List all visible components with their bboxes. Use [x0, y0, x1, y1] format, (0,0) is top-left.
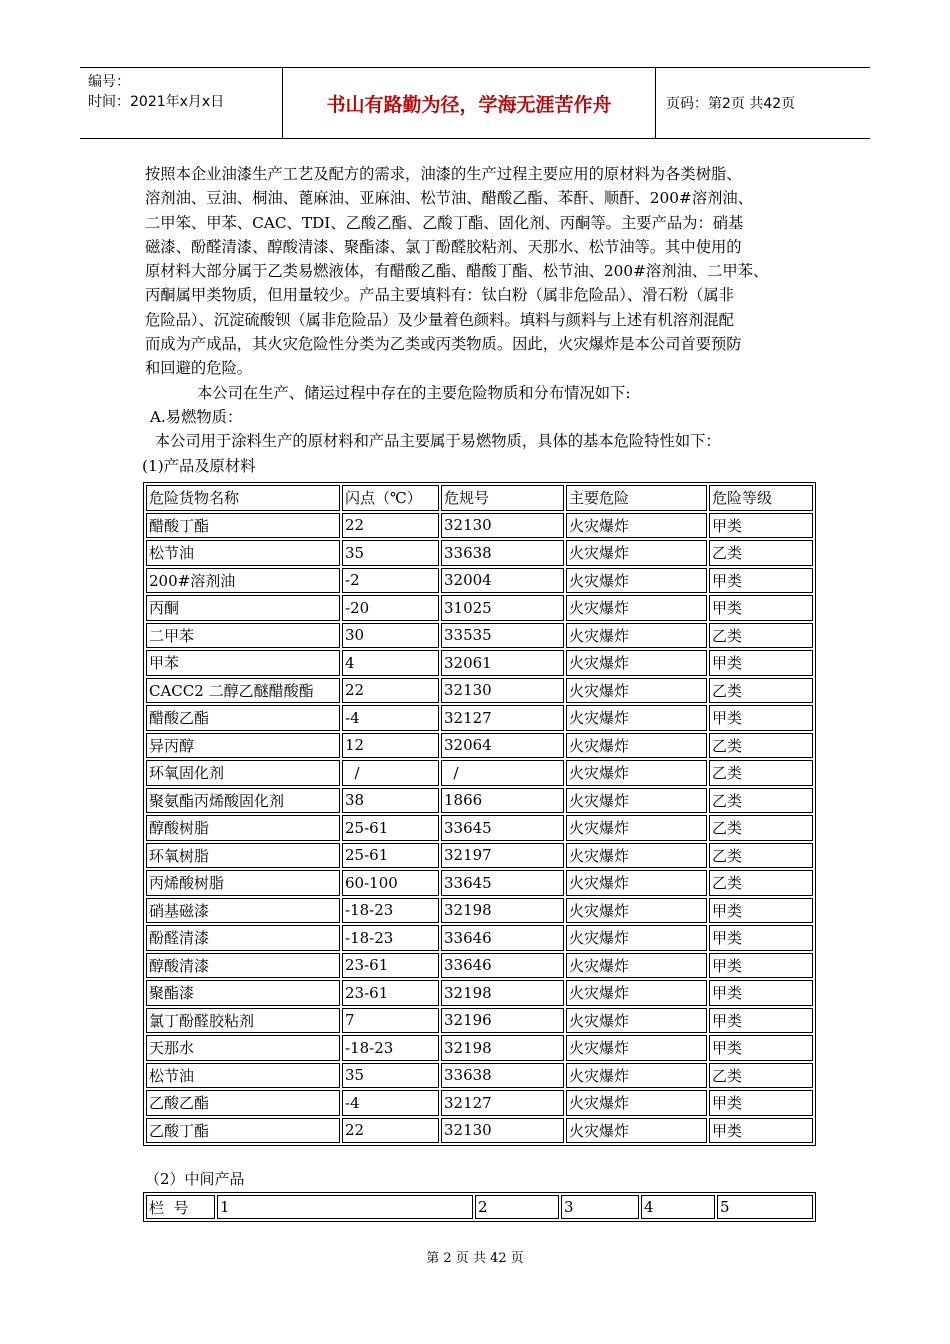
cell-hazard: 火灾爆炸 [566, 953, 707, 979]
header-page-info: 页码：第2页 共42页 [666, 96, 796, 112]
cell-flash-point: 35 [342, 540, 439, 566]
header-hazard: 主要危险 [566, 485, 707, 511]
cell-name: 硝基磁漆 [146, 898, 340, 924]
body-line: 磁漆、酚醛清漆、醇酸清漆、聚酯漆、氯丁酚醛胶粘剂、天那水、松节油等。其中使用的 [145, 237, 742, 256]
cell-hazard: 火灾爆炸 [566, 623, 707, 649]
table-row [146, 788, 813, 814]
table-row [146, 623, 813, 649]
cell-level: 甲类 [709, 1035, 813, 1061]
cell-hazard: 火灾爆炸 [566, 898, 707, 924]
body-line: 而成为产成品，其火灾危险性分类为乙类或丙类物质。因此，火灾爆炸是本公司首要预防 [145, 335, 742, 354]
header-motto: 书山有路勤为径，学海无涯苦作舟 [282, 68, 656, 138]
header-level: 危险等级 [709, 485, 813, 511]
cell-hazard: 火灾爆炸 [566, 1090, 707, 1116]
cell-level: 乙类 [709, 815, 813, 841]
table-row [146, 870, 813, 896]
cell-code: 32198 [441, 1035, 564, 1061]
cell-flash-point: -2 [342, 568, 439, 594]
section-1-heading: (1)产品及原材料 [142, 456, 256, 475]
cell-hazard: 火灾爆炸 [566, 870, 707, 896]
cell-name: 环氧树脂 [146, 843, 340, 869]
table-row [146, 568, 813, 594]
table-cell: 栏 号 [146, 1195, 215, 1219]
header-code: 危规号 [441, 485, 564, 511]
cell-hazard: 火灾爆炸 [566, 733, 707, 759]
cell-code: 32198 [441, 980, 564, 1006]
table-row [146, 1063, 813, 1089]
table-row [146, 513, 813, 539]
table-cell: 1 [217, 1195, 473, 1219]
cell-code: 33535 [441, 623, 564, 649]
table-cell: 3 [561, 1195, 639, 1219]
cell-level: 甲类 [709, 1118, 813, 1144]
section-2-heading: （2）中间产品 [145, 1170, 245, 1188]
cell-code: 31025 [441, 595, 564, 621]
cell-level: 甲类 [709, 1090, 813, 1116]
cell-flash-point: 22 [342, 513, 439, 539]
table-body [146, 513, 813, 1144]
cell-level: 乙类 [709, 1063, 813, 1089]
cell-code: 33645 [441, 870, 564, 896]
cell-flash-point: 30 [342, 623, 439, 649]
cell-name: 丙酮 [146, 595, 340, 621]
section-a-description: 本公司用于涂料生产的原材料和产品主要属于易燃物质，具体的基本危险特性如下： [145, 432, 721, 451]
distribution-paragraph: 本公司在生产、储运过程中存在的主要危险物质和分布情况如下: [197, 383, 631, 402]
cell-name: 氯丁酚醛胶粘剂 [146, 1008, 340, 1034]
header-flash-point: 闪点（℃） [342, 485, 439, 511]
cell-flash-point: 22 [342, 678, 439, 704]
table-header-row [146, 485, 813, 511]
cell-code: 32196 [441, 1008, 564, 1034]
cell-flash-point: -18-23 [342, 925, 439, 951]
cell-flash-point: -20 [342, 595, 439, 621]
body-line: 原材料大部分属于乙类易燃液体，有醋酸乙酯、醋酸丁酯、松节油、200#溶剂油、二甲苯、 [145, 262, 769, 281]
cell-name: 酚醛清漆 [146, 925, 340, 951]
table-row [146, 1195, 813, 1219]
cell-level: 甲类 [709, 925, 813, 951]
cell-level: 乙类 [709, 843, 813, 869]
page-header [80, 67, 870, 139]
table-row [146, 898, 813, 924]
body-line: 溶剂油、豆油、桐油、蓖麻油、亚麻油、松节油、醋酸乙酯、苯酐、顺酐、200#溶剂油、 [145, 189, 754, 208]
cell-flash-point: 25-61 [342, 843, 439, 869]
cell-name: 甲苯 [146, 650, 340, 676]
cell-flash-point: / [342, 760, 439, 786]
header-time: 时间：2021年x月x日 [88, 94, 225, 110]
cell-flash-point: -4 [342, 705, 439, 731]
cell-hazard: 火灾爆炸 [566, 1063, 707, 1089]
header-number: 编号： [88, 74, 130, 90]
cell-flash-point: 25-61 [342, 815, 439, 841]
table-row [146, 678, 813, 704]
cell-hazard: 火灾爆炸 [566, 568, 707, 594]
cell-name: 二甲苯 [146, 623, 340, 649]
cell-hazard: 火灾爆炸 [566, 815, 707, 841]
cell-flash-point: 23-61 [342, 953, 439, 979]
table-row [146, 760, 813, 786]
cell-flash-point: 35 [342, 1063, 439, 1089]
cell-hazard: 火灾爆炸 [566, 1035, 707, 1061]
cell-code: 33645 [441, 815, 564, 841]
cell-code: 32061 [441, 650, 564, 676]
cell-hazard: 火灾爆炸 [566, 678, 707, 704]
cell-name: 异丙醇 [146, 733, 340, 759]
body-line: 和回避的危险。 [145, 359, 253, 378]
cell-code: 33646 [441, 925, 564, 951]
cell-name: 醇酸清漆 [146, 953, 340, 979]
body-line: 丙酮属甲类物质，但用量较少。产品主要填料有：钛白粉（属非危险品）、滑石粉（属非 [145, 286, 734, 305]
cell-hazard: 火灾爆炸 [566, 540, 707, 566]
cell-name: CACC2 二醇乙醚醋酸酯 [146, 678, 340, 704]
cell-level: 乙类 [709, 870, 813, 896]
cell-hazard: 火灾爆炸 [566, 760, 707, 786]
table-cell: 4 [641, 1195, 715, 1219]
cell-level: 乙类 [709, 788, 813, 814]
cell-name: 乙酸乙酯 [146, 1090, 340, 1116]
cell-level: 甲类 [709, 705, 813, 731]
cell-level: 甲类 [709, 1008, 813, 1034]
cell-code: 33638 [441, 540, 564, 566]
cell-level: 甲类 [709, 650, 813, 676]
cell-hazard: 火灾爆炸 [566, 925, 707, 951]
cell-hazard: 火灾爆炸 [566, 595, 707, 621]
cell-name: 聚氨酯丙烯酸固化剂 [146, 788, 340, 814]
cell-hazard: 火灾爆炸 [566, 1118, 707, 1144]
cell-name: 200#溶剂油 [146, 568, 340, 594]
cell-level: 乙类 [709, 678, 813, 704]
table-row [146, 843, 813, 869]
table-row [146, 953, 813, 979]
cell-level: 乙类 [709, 540, 813, 566]
body-line: 危险品）、沉淀硫酸钡（属非危险品）及少量着色颜料。填料与颜料与上述有机溶剂混配 [145, 310, 734, 329]
cell-flash-point: -18-23 [342, 898, 439, 924]
cell-name: 天那水 [146, 1035, 340, 1061]
cell-code: 32197 [441, 843, 564, 869]
cell-level: 甲类 [709, 953, 813, 979]
cell-code: 33646 [441, 953, 564, 979]
table-row [146, 1008, 813, 1034]
cell-code: 33638 [441, 1063, 564, 1089]
cell-flash-point: 7 [342, 1008, 439, 1034]
cell-level: 甲类 [709, 595, 813, 621]
cell-name: 醋酸丁酯 [146, 513, 340, 539]
intermediate-table [143, 1192, 816, 1222]
cell-code: 32130 [441, 678, 564, 704]
cell-code: 32004 [441, 568, 564, 594]
cell-hazard: 火灾爆炸 [566, 705, 707, 731]
cell-code: 32127 [441, 705, 564, 731]
cell-level: 甲类 [709, 513, 813, 539]
table-row [146, 595, 813, 621]
cell-name: 丙烯酸树脂 [146, 870, 340, 896]
table-row [146, 650, 813, 676]
header-name: 危险货物名称 [146, 485, 340, 511]
cell-flash-point: -18-23 [342, 1035, 439, 1061]
cell-name: 乙酸丁酯 [146, 1118, 340, 1144]
table-row [146, 815, 813, 841]
cell-code: 32130 [441, 513, 564, 539]
intro-paragraph [145, 162, 825, 381]
table-cell: 5 [717, 1195, 813, 1219]
document-body [142, 162, 825, 478]
cell-level: 甲类 [709, 898, 813, 924]
cell-name: 聚酯漆 [146, 980, 340, 1006]
cell-hazard: 火灾爆炸 [566, 1008, 707, 1034]
cell-flash-point: -4 [342, 1090, 439, 1116]
body-line: 二甲笨、甲苯、CAC、TDI、乙酸乙酯、乙酸丁酯、固化剂、丙酮等。主要产品为：硝基 [145, 213, 744, 232]
cell-level: 乙类 [709, 760, 813, 786]
cell-level: 甲类 [709, 980, 813, 1006]
cell-hazard: 火灾爆炸 [566, 650, 707, 676]
body-line: 按照本企业油漆生产工艺及配方的需求，油漆的生产过程主要应用的原材料为各类树脂、 [145, 165, 742, 183]
cell-level: 乙类 [709, 733, 813, 759]
cell-code: 32198 [441, 898, 564, 924]
page-footer: 第 2 页 共 42 页 [426, 1251, 524, 1266]
hazard-table [143, 482, 816, 1146]
table-row [146, 1035, 813, 1061]
cell-name: 松节油 [146, 540, 340, 566]
cell-code: / [441, 760, 564, 786]
table-row [146, 925, 813, 951]
cell-flash-point: 60-100 [342, 870, 439, 896]
cell-level: 甲类 [709, 568, 813, 594]
cell-code: 32064 [441, 733, 564, 759]
cell-flash-point: 12 [342, 733, 439, 759]
table-row [146, 733, 813, 759]
cell-code: 32130 [441, 1118, 564, 1144]
cell-flash-point: 22 [342, 1118, 439, 1144]
table-row [146, 980, 813, 1006]
table-row [146, 1118, 813, 1144]
cell-name: 醇酸树脂 [146, 815, 340, 841]
cell-code: 1866 [441, 788, 564, 814]
cell-flash-point: 23-61 [342, 980, 439, 1006]
cell-hazard: 火灾爆炸 [566, 980, 707, 1006]
section-a-heading: A.易燃物质： [145, 407, 243, 426]
cell-flash-point: 4 [342, 650, 439, 676]
table-row [146, 1090, 813, 1116]
cell-level: 乙类 [709, 623, 813, 649]
cell-name: 环氧固化剂 [146, 760, 340, 786]
header-meta [80, 68, 282, 138]
table-row [146, 540, 813, 566]
cell-code: 32127 [441, 1090, 564, 1116]
cell-name: 醋酸乙酯 [146, 705, 340, 731]
cell-name: 松节油 [146, 1063, 340, 1089]
cell-hazard: 火灾爆炸 [566, 513, 707, 539]
cell-hazard: 火灾爆炸 [566, 788, 707, 814]
table-cell: 2 [475, 1195, 559, 1219]
table-row [146, 705, 813, 731]
cell-flash-point: 38 [342, 788, 439, 814]
cell-hazard: 火灾爆炸 [566, 843, 707, 869]
